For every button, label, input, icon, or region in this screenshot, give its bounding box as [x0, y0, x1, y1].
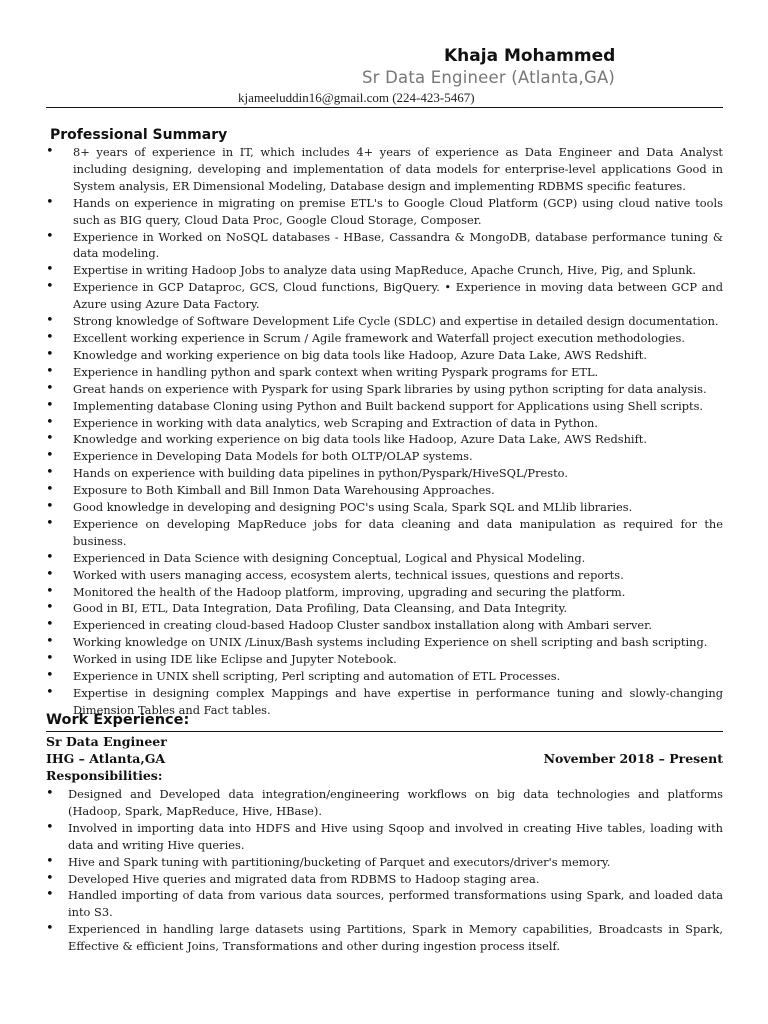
list-item-text: Hands on experience with building data pipelines in python/Pyspark/HiveSQL/Presto.	[73, 466, 568, 481]
bullet-icon: •	[46, 870, 54, 886]
list-item-text: Monitored the health of the Hadoop platform, improving, upgrading and securing the platform.	[73, 584, 626, 599]
list-item-text: Experience in GCP Dataproc, GCS, Cloud functions, BigQuery. • Experience in moving data between GCP and Azure using Azure Data Factory.	[73, 280, 723, 312]
bullet-icon: •	[46, 786, 54, 801]
list-item	[46, 584, 723, 601]
contact-info: kjameeluddin16@gmail.com (224-423-5467)	[238, 90, 475, 105]
bullet-icon: •	[46, 144, 54, 159]
list-item-text: Expertise in designing complex Mappings and have expertise in performance tuning and slowly-changing Dimension Tables and Fact tables.	[73, 686, 723, 717]
list-item-text: Experience in UNIX shell scripting, Perl scripting and automation of ETL Processes.	[73, 669, 561, 684]
header-divider	[46, 107, 723, 108]
list-item	[46, 617, 723, 634]
list-item	[46, 634, 723, 651]
bullet-icon: •	[46, 921, 54, 937]
list-item	[46, 415, 723, 432]
list-item-text: Exposure to Both Kimball and Bill Inmon Data Warehousing Approaches.	[73, 483, 495, 498]
company-location: IHG – Atlanta,GA	[46, 751, 166, 766]
list-item-text: 8+ years of experience in IT, which includes 4+ years of experience as Data Engineer and Data Analyst including designing, developing and implementation of data models for enterprise-level applications Good in System analysis, ER Dimensional Modeling, Database design and implementing RDBMS specific features.	[73, 145, 723, 193]
job-title-location: Sr Data Engineer (Atlanta,GA)	[362, 68, 616, 87]
list-item-text: Knowledge and working experience on big data tools like Hadoop, Azure Data Lake, AWS Redshift.	[73, 432, 647, 447]
list-item	[46, 279, 723, 313]
list-item	[46, 921, 723, 955]
list-item	[46, 854, 723, 871]
bullet-icon: •	[46, 600, 54, 616]
list-item	[46, 144, 723, 195]
list-item	[46, 600, 723, 617]
bullet-icon: •	[46, 414, 54, 430]
bullet-icon: •	[46, 685, 54, 700]
bullet-icon: •	[46, 363, 54, 379]
bullet-icon: •	[46, 566, 54, 582]
professional-summary-heading: Professional Summary	[50, 127, 228, 143]
bullet-icon: •	[46, 499, 54, 515]
list-item-text: Good in BI, ETL, Data Integration, Data Profiling, Data Cleansing, and Data Integrity.	[73, 601, 568, 616]
list-item-text: Working knowledge on UNIX /Linux/Bash systems including Experience on shell scripting and bash scripting.	[73, 635, 708, 650]
list-item	[46, 567, 723, 584]
bullet-icon: •	[46, 617, 54, 633]
bullet-icon: •	[46, 380, 54, 396]
list-item	[46, 499, 723, 516]
list-item	[46, 820, 723, 854]
bullet-icon: •	[46, 482, 54, 498]
list-item-text: Strong knowledge of Software Development Life Cycle (SDLC) and expertise in detailed design documentation.	[73, 314, 719, 329]
bullet-icon: •	[46, 194, 54, 210]
candidate-name: Khaja Mohammed	[444, 46, 616, 66]
bullet-icon: •	[46, 262, 54, 278]
bullet-icon: •	[46, 853, 54, 869]
bullet-icon: •	[46, 515, 54, 531]
list-item-text: Experience in working with data analytics, web Scraping and Extraction of data in Python.	[73, 415, 599, 430]
list-item-text: Great hands on experience with Pyspark for using Spark libraries by using python scripting for data analysis.	[73, 381, 707, 396]
work-experience-heading: Work Experience:	[46, 712, 190, 728]
summary-list	[46, 144, 723, 719]
bullet-icon: •	[46, 668, 54, 684]
list-item	[46, 550, 723, 567]
bullet-icon: •	[46, 228, 54, 244]
list-item	[46, 431, 723, 448]
list-item	[46, 398, 723, 415]
list-item	[46, 887, 723, 921]
bullet-icon: •	[46, 448, 54, 464]
list-item-text: Knowledge and working experience on big data tools like Hadoop, Azure Data Lake, AWS Redshift.	[73, 347, 647, 362]
bullet-icon: •	[46, 887, 54, 903]
list-item	[46, 313, 723, 330]
list-item	[46, 465, 723, 482]
bullet-icon: •	[46, 313, 54, 329]
list-item-text: Experience in handling python and spark context when writing Pyspark programs for ETL.	[73, 364, 599, 379]
bullet-icon: •	[46, 431, 54, 447]
list-item-text: Developed Hive queries and migrated data from RDBMS to Hadoop staging area.	[68, 871, 540, 886]
list-item	[46, 364, 723, 381]
list-item-text: Excellent working experience in Scrum / Agile framework and Waterfall project execution methodologies.	[73, 330, 685, 345]
list-item	[46, 448, 723, 465]
list-item	[46, 381, 723, 398]
list-item-text: Experience on developing MapReduce jobs for data cleaning and data manipulation as required for the business.	[73, 516, 723, 548]
bullet-icon: •	[46, 329, 54, 345]
bullet-icon: •	[46, 346, 54, 362]
list-item	[46, 786, 723, 820]
bullet-icon: •	[46, 634, 54, 650]
list-item-text: Implementing database Cloning using Python and Built backend support for Applications using Shell scripts.	[73, 398, 704, 413]
list-item-text: Experienced in handling large datasets using Partitions, Spark in Memory capabilities, Broadcasts in Spark, Effective & efficient Joins, Transformations and other during ingestion process itself.	[68, 922, 723, 954]
list-item-text: Worked in using IDE like Eclipse and Jupyter Notebook.	[73, 652, 397, 667]
responsibilities-list	[46, 786, 723, 955]
bullet-icon: •	[46, 651, 54, 667]
list-item	[46, 516, 723, 550]
job-dates: November 2018 – Present	[543, 751, 723, 766]
list-item-text: Experience in Developing Data Models for both OLTP/OLAP systems.	[73, 449, 473, 464]
list-item	[46, 347, 723, 364]
bullet-icon: •	[46, 583, 54, 599]
list-item-text: Handled importing of data from various data sources, performed transformations using Spark, and loaded data into S3.	[68, 888, 723, 920]
job-title: Sr Data Engineer	[46, 734, 167, 749]
list-item-text: Expertise in writing Hadoop Jobs to analyze data using MapReduce, Apache Crunch, Hive, Pig, and Splunk.	[73, 263, 696, 278]
work-divider	[46, 731, 723, 732]
list-item	[46, 229, 723, 263]
bullet-icon: •	[46, 465, 54, 481]
list-item	[46, 871, 723, 888]
bullet-icon: •	[46, 397, 54, 413]
list-item-text: Worked with users managing access, ecosystem alerts, technical issues, questions and reports.	[73, 567, 624, 582]
bullet-icon: •	[46, 279, 54, 295]
list-item-text: Experienced in Data Science with designing Conceptual, Logical and Physical Modeling.	[73, 550, 586, 565]
bullet-icon: •	[46, 549, 54, 565]
list-item-text: Good knowledge in developing and designing POC's using Scala, Spark SQL and MLlib libraries.	[73, 500, 633, 515]
list-item-text: Involved in importing data into HDFS and Hive using Sqoop and involved in creating Hive tables, loading with data and writing Hive queries.	[68, 820, 723, 852]
list-item	[46, 262, 723, 279]
list-item-text: Hands on experience in migrating on premise ETL's to Google Cloud Platform (GCP) using cloud native tools such as BIG query, Cloud Data Proc, Google Cloud Storage, Composer.	[73, 195, 723, 227]
list-item	[46, 330, 723, 347]
responsibilities-label: Responsibilities:	[46, 768, 163, 783]
list-item-text: Designed and Developed data integration/engineering workflows on big data technologies and platforms (Hadoop, Spark, MapReduce, Hive, HBase).	[68, 787, 723, 818]
list-item-text: Experienced in creating cloud-based Hadoop Cluster sandbox installation along with Ambari server.	[73, 618, 652, 633]
list-item-text: Hive and Spark tuning with partitioning/bucketing of Parquet and executors/driver's memory.	[68, 854, 611, 869]
bullet-icon: •	[46, 819, 54, 835]
list-item-text: Experience in Worked on NoSQL databases - HBase, Cassandra & MongoDB, database performance tuning & data modeling.	[73, 229, 723, 261]
list-item	[46, 668, 723, 685]
list-item	[46, 195, 723, 229]
list-item	[46, 651, 723, 668]
list-item	[46, 482, 723, 499]
